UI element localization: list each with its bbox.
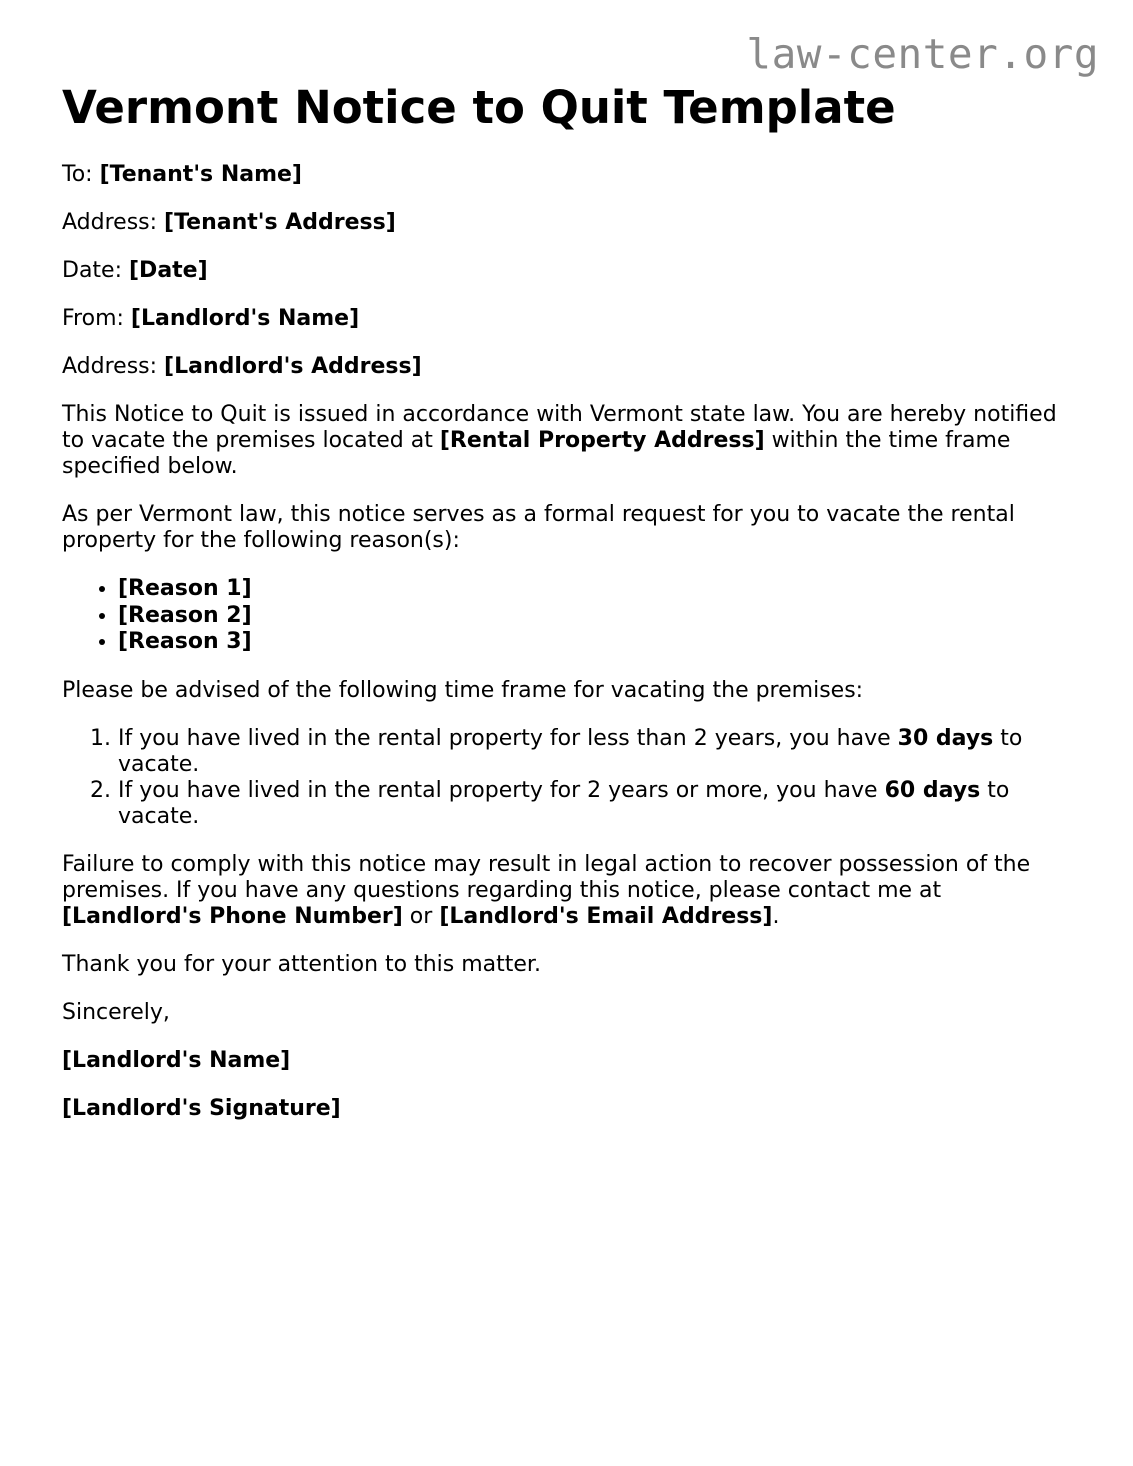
date-placeholder: [Date]: [129, 258, 208, 283]
reasons-intro: As per Vermont law, this notice serves as a formal request for you to vacate the rental property for the following reason(s):: [62, 502, 1015, 553]
tenant-address-line: [62, 210, 1072, 236]
signer-name-placeholder: [Landlord's Name]: [62, 1047, 291, 1073]
failure-text: Failure to comply with this notice may result in legal action to recover possession of the premises. If you have any questions regarding this notice, please contact me at: [62, 851, 1031, 903]
landlord-address-label: Address:: [62, 354, 158, 379]
date-line: [62, 258, 1072, 284]
thanks-line: Thank you for your attention to this matter.: [62, 951, 541, 977]
document-body: [62, 82, 1072, 1144]
intro-paragraph: [62, 402, 1072, 480]
list-item: [118, 726, 1072, 778]
rental-property-placeholder: [Rental Property Address]: [439, 428, 765, 453]
timeframe-days: 30 days: [897, 725, 994, 751]
reasons-list: [62, 576, 1072, 656]
closing-line: Sincerely,: [62, 999, 170, 1025]
reason-placeholder: [Reason 2]: [118, 602, 252, 628]
failure-paragraph: [62, 852, 1072, 930]
watermark-logo: law-center.org: [746, 30, 1099, 78]
landlord-name-placeholder: [Landlord's Name]: [130, 306, 360, 331]
timeframe-intro: Please be advised of the following time frame for vacating the premises:: [62, 677, 864, 703]
signature-line: [62, 1096, 1072, 1122]
landlord-email-placeholder: [Landlord's Email Address]: [439, 903, 773, 929]
to-label: To:: [62, 162, 93, 187]
timeframe-list: [62, 726, 1072, 830]
timeframe-days: 60 days: [884, 777, 981, 803]
intro-text-2: within the time frame specified below.: [62, 428, 1011, 479]
timeframe-text: If you have lived in the rental property for 2 years or more, you have: [118, 777, 878, 803]
timeframe-text: to vacate.: [118, 725, 1023, 777]
landlord-address-placeholder: [Landlord's Address]: [164, 354, 422, 379]
timeframe-text: to vacate.: [118, 777, 1010, 829]
from-label: From:: [62, 306, 124, 331]
reason-placeholder: [Reason 1]: [118, 576, 252, 601]
tenant-address-placeholder: [Tenant's Address]: [164, 210, 396, 235]
period-text: .: [772, 903, 780, 929]
document-title: Vermont Notice to Quit Template: [62, 81, 896, 134]
to-line: [62, 162, 1072, 188]
tenant-address-label: Address:: [62, 210, 158, 235]
list-item: [118, 778, 1072, 830]
landlord-address-line: [62, 354, 1072, 380]
list-item: [118, 576, 1072, 603]
date-label: Date:: [62, 258, 122, 283]
list-item: [118, 603, 1072, 630]
intro-text-1: This Notice to Quit is issued in accordance with Vermont state law. You are hereby notified to vacate the premises located at: [62, 402, 1057, 453]
from-line: [62, 306, 1072, 332]
tenant-name-placeholder: [Tenant's Name]: [99, 162, 302, 187]
or-text: or: [409, 903, 433, 929]
reason-placeholder: [Reason 3]: [118, 629, 252, 654]
list-item: [118, 629, 1072, 656]
timeframe-text: If you have lived in the rental property for less than 2 years, you have: [118, 725, 891, 751]
signature-placeholder: [Landlord's Signature]: [62, 1095, 341, 1121]
signer-name-line: [62, 1048, 1072, 1074]
landlord-phone-placeholder: [Landlord's Phone Number]: [62, 903, 403, 929]
